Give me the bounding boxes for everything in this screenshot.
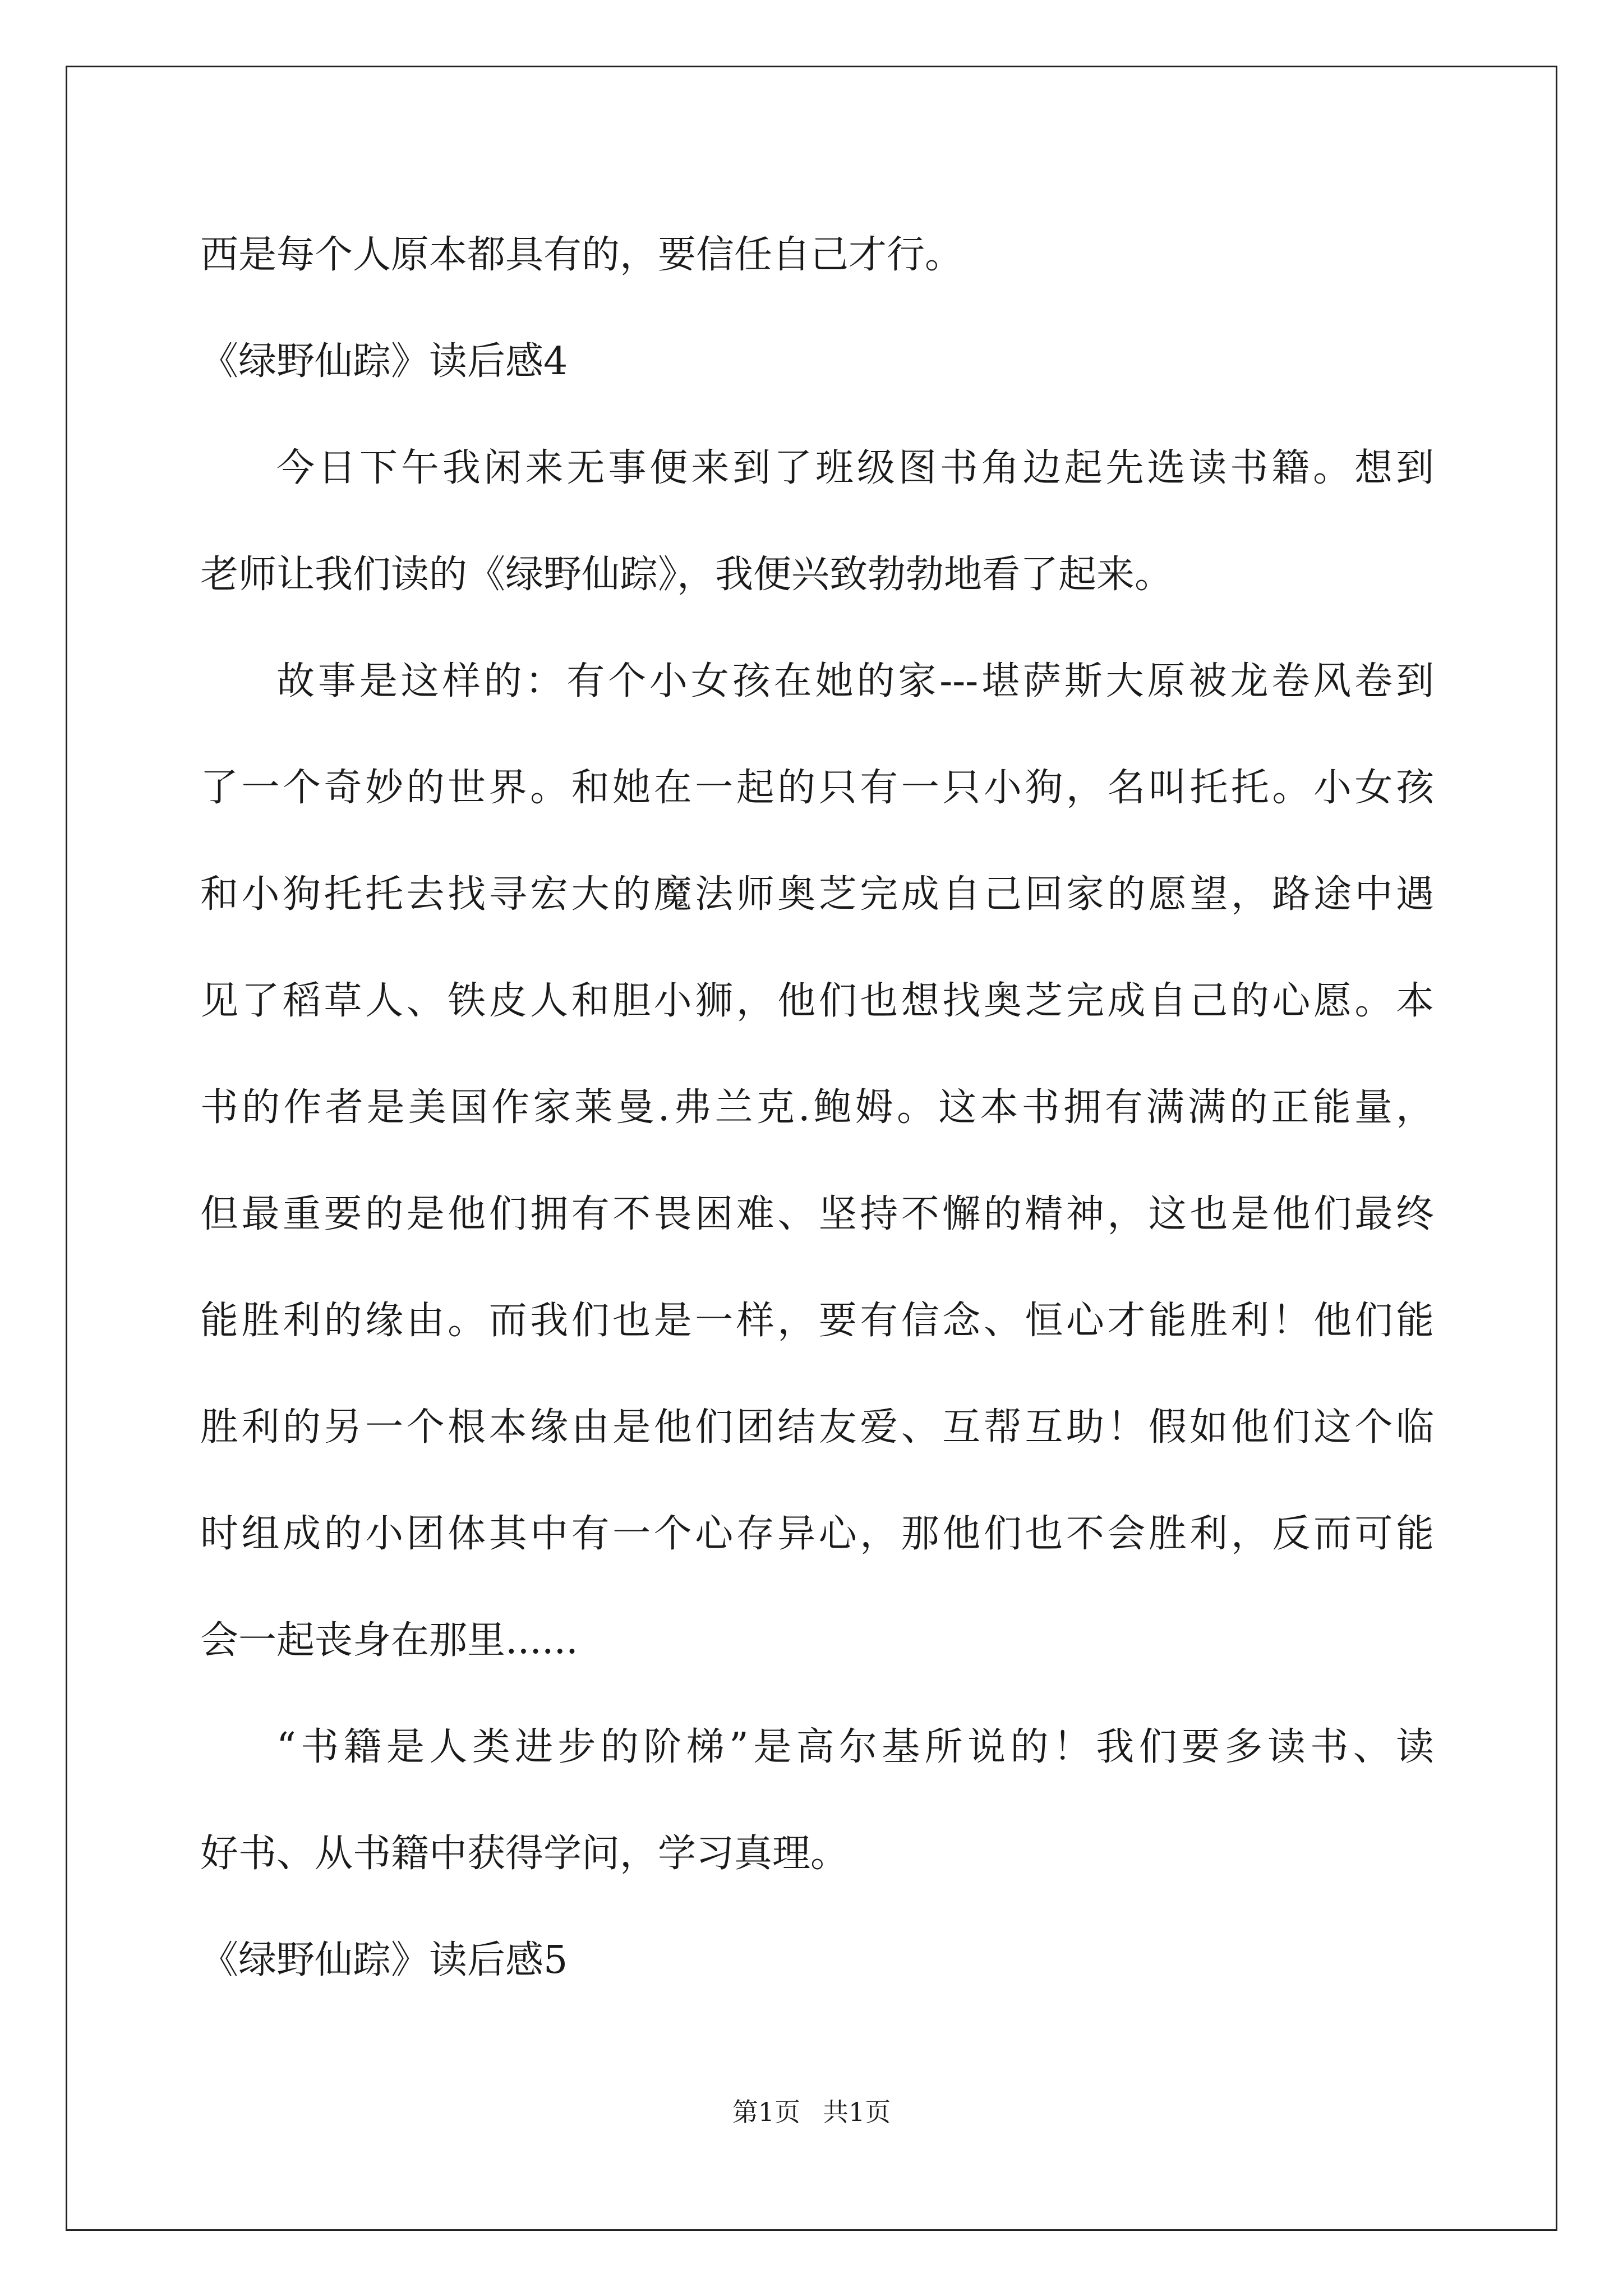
paragraph-line: 故事是这样的：有个小女孩在她的家---堪萨斯大原被龙卷风卷到 xyxy=(276,659,1434,703)
paragraph-line: 但最重要的是他们拥有不畏困难、坚持不懈的精神，这也是他们最终 xyxy=(200,1192,1434,1236)
paragraph-line: 胜利的另一个根本缘由是他们团结友爱、互帮互助！假如他们这个临 xyxy=(200,1405,1434,1450)
paragraph-line: 今日下午我闲来无事便来到了班级图书角边起先选读书籍。想到 xyxy=(276,446,1434,490)
section-heading: 《绿野仙踪》读后感5 xyxy=(200,1938,568,1982)
page-footer xyxy=(0,2095,1623,2129)
paragraph-line: 老师让我们读的《绿野仙踪》，我便兴致勃勃地看了起来。 xyxy=(200,553,1173,597)
page-number: 第1页 xyxy=(732,2097,800,2127)
paragraph-line: 好书、从书籍中获得学问，学习真理。 xyxy=(200,1832,849,1876)
document-body xyxy=(200,202,1434,2014)
paragraph-line: 了一个奇妙的世界。和她在一起的只有一只小狗，名叫托托。小女孩 xyxy=(200,766,1434,810)
section-heading: 《绿野仙踪》读后感4 xyxy=(200,339,568,384)
paragraph-line: 会一起丧身在那里...... xyxy=(200,1618,578,1663)
page-total: 共1页 xyxy=(823,2097,891,2127)
paragraph-line: 书的作者是美国作家莱曼.弗兰克.鲍姆。这本书拥有满满的正能量， xyxy=(200,1085,1434,1130)
paragraph-line: 西是每个人原本都具有的，要信任自己才行。 xyxy=(200,233,963,277)
paragraph-line: 见了稻草人、铁皮人和胆小狮，他们也想找奥芝完成自己的心愿。本 xyxy=(200,979,1434,1023)
paragraph-line: 和小狗托托去找寻宏大的魔法师奥芝完成自己回家的愿望，路途中遇 xyxy=(200,872,1434,917)
paragraph-line: 时组成的小团体其中有一个心存异心，那他们也不会胜利，反而可能 xyxy=(200,1512,1434,1556)
paragraph-line: “书籍是人类进步的阶梯”是高尔基所说的！我们要多读书、读 xyxy=(276,1725,1434,1769)
paragraph-line: 能胜利的缘由。而我们也是一样，要有信念、恒心才能胜利！他们能 xyxy=(200,1299,1434,1343)
